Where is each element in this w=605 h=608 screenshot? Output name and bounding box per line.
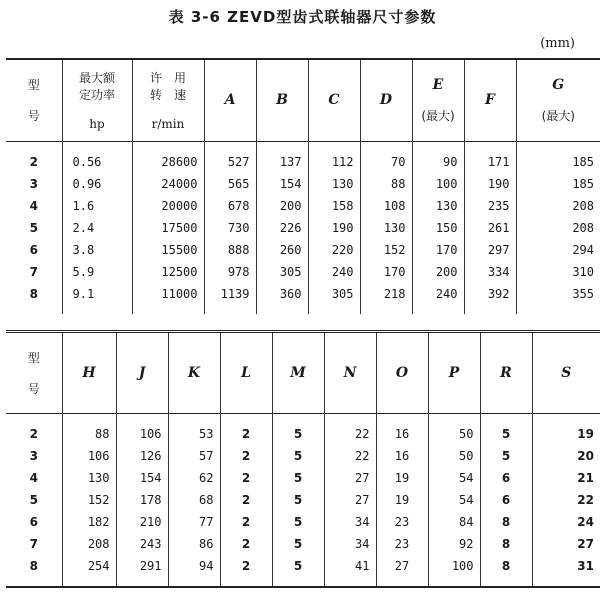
l-cell: 2 xyxy=(220,467,272,489)
l-cell: 2 xyxy=(220,414,272,446)
model-cell: 6 xyxy=(29,242,38,257)
header-O: O xyxy=(376,332,428,414)
power-cell: 5.9 xyxy=(62,261,132,283)
header-H: H xyxy=(62,332,116,414)
model-cell: 5 xyxy=(29,220,38,235)
h-cell: 152 xyxy=(62,489,116,511)
table-row xyxy=(6,239,600,261)
s-cell: 20 xyxy=(532,445,600,467)
f-cell: 171 xyxy=(464,141,516,173)
model-cell: 3 xyxy=(29,176,38,191)
n-cell: 27 xyxy=(324,489,376,511)
d-cell: 108 xyxy=(360,195,412,217)
speed-cell: 28600 xyxy=(132,141,204,173)
e-cell: 130 xyxy=(412,195,464,217)
header-G xyxy=(516,59,600,141)
e-cell: 170 xyxy=(412,239,464,261)
f-cell: 190 xyxy=(464,173,516,195)
o-cell: 23 xyxy=(376,533,428,555)
power-cell: 0.96 xyxy=(62,173,132,195)
j-cell: 178 xyxy=(116,489,168,511)
f-cell: 334 xyxy=(464,261,516,283)
c-cell: 220 xyxy=(308,239,360,261)
n-cell: 34 xyxy=(324,533,376,555)
header-model xyxy=(6,59,62,141)
g-cell: 185 xyxy=(516,173,600,195)
c-cell: 240 xyxy=(308,261,360,283)
c-cell: 112 xyxy=(308,141,360,173)
header-power-unit: hp xyxy=(89,117,105,132)
header-E xyxy=(412,59,464,141)
speed-cell: 11000 xyxy=(132,283,204,314)
k-cell: 53 xyxy=(168,414,220,446)
table-row xyxy=(6,414,600,446)
e-cell: 90 xyxy=(412,141,464,173)
p-cell: 54 xyxy=(428,489,480,511)
d-cell: 130 xyxy=(360,217,412,239)
d-cell: 88 xyxy=(360,173,412,195)
table-row xyxy=(6,141,600,173)
g-cell: 208 xyxy=(516,217,600,239)
m-cell: 5 xyxy=(272,414,324,446)
g-cell: 294 xyxy=(516,239,600,261)
r-cell: 8 xyxy=(480,555,532,587)
p-cell: 84 xyxy=(428,511,480,533)
s-cell: 22 xyxy=(532,489,600,511)
r-cell: 8 xyxy=(480,533,532,555)
header-M: M xyxy=(272,332,324,414)
e-cell: 100 xyxy=(412,173,464,195)
o-cell: 19 xyxy=(376,489,428,511)
c-cell: 305 xyxy=(308,283,360,314)
model-cell: 6 xyxy=(29,515,38,529)
power-cell: 3.8 xyxy=(62,239,132,261)
speed-cell: 20000 xyxy=(132,195,204,217)
g-cell: 355 xyxy=(516,283,600,314)
j-cell: 210 xyxy=(116,511,168,533)
p-cell: 50 xyxy=(428,414,480,446)
model-cell: 5 xyxy=(29,493,38,507)
s-cell: 24 xyxy=(532,511,600,533)
model-cell: 3 xyxy=(29,449,38,463)
b-cell: 360 xyxy=(256,283,308,314)
m-cell: 5 xyxy=(272,445,324,467)
l-cell: 2 xyxy=(220,511,272,533)
o-cell: 27 xyxy=(376,555,428,587)
upper-table-body xyxy=(6,141,600,314)
p-cell: 50 xyxy=(428,445,480,467)
table-row xyxy=(6,467,600,489)
d-cell: 170 xyxy=(360,261,412,283)
j-cell: 243 xyxy=(116,533,168,555)
a-cell: 527 xyxy=(204,141,256,173)
header-R: R xyxy=(480,332,532,414)
k-cell: 62 xyxy=(168,467,220,489)
a-cell: 678 xyxy=(204,195,256,217)
b-cell: 226 xyxy=(256,217,308,239)
h-cell: 254 xyxy=(62,555,116,587)
speed-cell: 15500 xyxy=(132,239,204,261)
j-cell: 291 xyxy=(116,555,168,587)
header-G-letter: G xyxy=(552,76,565,93)
f-cell: 297 xyxy=(464,239,516,261)
model-cell: 4 xyxy=(29,198,38,213)
header-row xyxy=(6,59,600,141)
n-cell: 22 xyxy=(324,414,376,446)
o-cell: 23 xyxy=(376,511,428,533)
e-cell: 240 xyxy=(412,283,464,314)
header-D: D xyxy=(360,59,412,141)
table-row xyxy=(6,533,600,555)
header-speed-line2: 转 速 xyxy=(149,88,186,103)
p-cell: 92 xyxy=(428,533,480,555)
n-cell: 22 xyxy=(324,445,376,467)
a-cell: 1139 xyxy=(204,283,256,314)
table-title: 表 3-6 ZEVD型齿式联轴器尺寸参数 xyxy=(168,8,437,26)
header-F: F xyxy=(464,59,516,141)
m-cell: 5 xyxy=(272,467,324,489)
power-cell: 9.1 xyxy=(62,283,132,314)
model-cell: 4 xyxy=(29,471,38,485)
c-cell: 190 xyxy=(308,217,360,239)
header-A: A xyxy=(204,59,256,141)
s-cell: 27 xyxy=(532,533,600,555)
n-cell: 27 xyxy=(324,467,376,489)
speed-cell: 17500 xyxy=(132,217,204,239)
l-cell: 2 xyxy=(220,533,272,555)
k-cell: 94 xyxy=(168,555,220,587)
a-cell: 888 xyxy=(204,239,256,261)
header-N: N xyxy=(324,332,376,414)
g-cell: 185 xyxy=(516,141,600,173)
h-cell: 106 xyxy=(62,445,116,467)
k-cell: 77 xyxy=(168,511,220,533)
m-cell: 5 xyxy=(272,511,324,533)
j-cell: 126 xyxy=(116,445,168,467)
k-cell: 86 xyxy=(168,533,220,555)
k-cell: 57 xyxy=(168,445,220,467)
r-cell: 6 xyxy=(480,467,532,489)
f-cell: 235 xyxy=(464,195,516,217)
header-row-lower xyxy=(6,332,600,414)
header-B: B xyxy=(256,59,308,141)
header-model-line2: 号 xyxy=(27,109,40,124)
header-model-line1: 型 xyxy=(27,78,40,93)
header-power-line2: 定功率 xyxy=(78,88,115,103)
h-cell: 130 xyxy=(62,467,116,489)
o-cell: 19 xyxy=(376,467,428,489)
model-cell: 7 xyxy=(29,537,38,551)
power-cell: 0.56 xyxy=(62,141,132,173)
header-G-note: (最大) xyxy=(541,108,575,123)
header-speed xyxy=(132,59,204,141)
k-cell: 68 xyxy=(168,489,220,511)
h-cell: 208 xyxy=(62,533,116,555)
a-cell: 730 xyxy=(204,217,256,239)
p-cell: 100 xyxy=(428,555,480,587)
dimension-table-lower xyxy=(6,330,600,588)
s-cell: 31 xyxy=(532,555,600,587)
model-cell: 8 xyxy=(29,286,38,301)
header-speed-line1: 许 用 xyxy=(149,71,186,86)
e-cell: 200 xyxy=(412,261,464,283)
m-cell: 5 xyxy=(272,533,324,555)
a-cell: 978 xyxy=(204,261,256,283)
r-cell: 8 xyxy=(480,511,532,533)
header-power xyxy=(62,59,132,141)
b-cell: 200 xyxy=(256,195,308,217)
n-cell: 34 xyxy=(324,511,376,533)
e-cell: 150 xyxy=(412,217,464,239)
dimension-table-upper xyxy=(6,58,600,314)
table-row xyxy=(6,283,600,314)
f-cell: 392 xyxy=(464,283,516,314)
j-cell: 154 xyxy=(116,467,168,489)
table-row xyxy=(6,261,600,283)
unit-label: (mm) xyxy=(540,36,575,51)
s-cell: 19 xyxy=(532,414,600,446)
table-row xyxy=(6,489,600,511)
header-S: S xyxy=(532,332,600,414)
model-cell: 8 xyxy=(29,559,38,573)
header-speed-unit: r/min xyxy=(151,117,185,132)
header-model-lower-line2: 号 xyxy=(27,382,40,396)
h-cell: 88 xyxy=(62,414,116,446)
b-cell: 154 xyxy=(256,173,308,195)
model-cell: 2 xyxy=(29,154,38,169)
table-row xyxy=(6,173,600,195)
j-cell: 106 xyxy=(116,414,168,446)
a-cell: 565 xyxy=(204,173,256,195)
table-row xyxy=(6,445,600,467)
r-cell: 5 xyxy=(480,414,532,446)
f-cell: 261 xyxy=(464,217,516,239)
speed-cell: 24000 xyxy=(132,173,204,195)
b-cell: 305 xyxy=(256,261,308,283)
o-cell: 16 xyxy=(376,414,428,446)
header-J: J xyxy=(116,332,168,414)
l-cell: 2 xyxy=(220,489,272,511)
d-cell: 218 xyxy=(360,283,412,314)
g-cell: 208 xyxy=(516,195,600,217)
header-C: C xyxy=(308,59,360,141)
header-model-lower-line1: 型 xyxy=(27,351,40,365)
p-cell: 54 xyxy=(428,467,480,489)
header-power-line1: 最大额 xyxy=(78,71,115,86)
speed-cell: 12500 xyxy=(132,261,204,283)
model-cell: 2 xyxy=(29,427,38,441)
c-cell: 158 xyxy=(308,195,360,217)
l-cell: 2 xyxy=(220,445,272,467)
header-E-note: (最大) xyxy=(421,108,455,123)
table-row xyxy=(6,195,600,217)
header-E-letter: E xyxy=(432,76,444,93)
b-cell: 260 xyxy=(256,239,308,261)
table-row xyxy=(6,217,600,239)
header-P: P xyxy=(428,332,480,414)
model-cell: 7 xyxy=(29,264,38,279)
lower-table-body xyxy=(6,414,600,588)
header-L: L xyxy=(220,332,272,414)
r-cell: 5 xyxy=(480,445,532,467)
power-cell: 2.4 xyxy=(62,217,132,239)
g-cell: 310 xyxy=(516,261,600,283)
header-K: K xyxy=(168,332,220,414)
r-cell: 6 xyxy=(480,489,532,511)
header-model-lower xyxy=(6,332,62,414)
c-cell: 130 xyxy=(308,173,360,195)
h-cell: 182 xyxy=(62,511,116,533)
table-row xyxy=(6,511,600,533)
n-cell: 41 xyxy=(324,555,376,587)
d-cell: 70 xyxy=(360,141,412,173)
table-row xyxy=(6,555,600,587)
b-cell: 137 xyxy=(256,141,308,173)
s-cell: 21 xyxy=(532,467,600,489)
m-cell: 5 xyxy=(272,489,324,511)
o-cell: 16 xyxy=(376,445,428,467)
l-cell: 2 xyxy=(220,555,272,587)
power-cell: 1.6 xyxy=(62,195,132,217)
d-cell: 152 xyxy=(360,239,412,261)
m-cell: 5 xyxy=(272,555,324,587)
